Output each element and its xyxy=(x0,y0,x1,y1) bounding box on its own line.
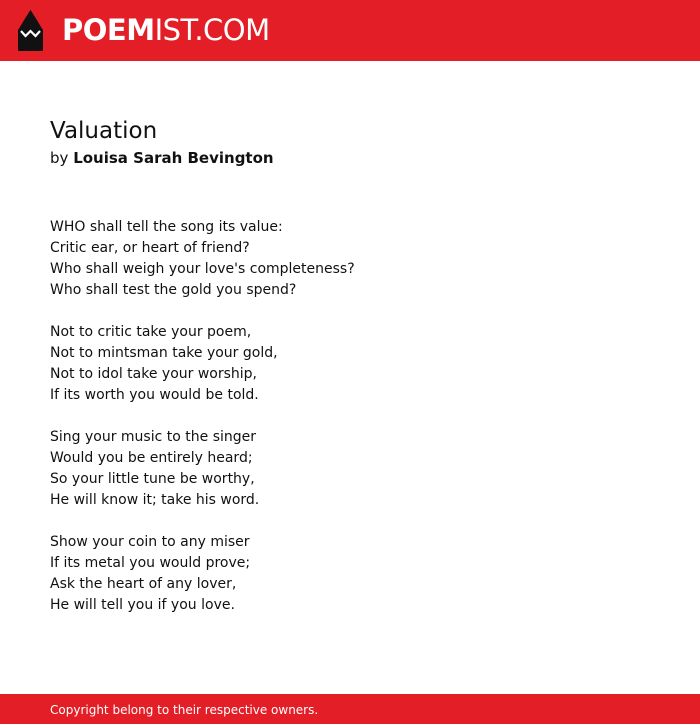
logo-text-bold: POEM xyxy=(62,13,155,47)
stanza xyxy=(50,322,650,406)
poem-author[interactable]: Louisa Sarah Bevington xyxy=(73,149,274,167)
copyright-text: Copyright belong to their respective owners. xyxy=(50,703,319,717)
poem-body xyxy=(50,217,650,616)
poem-line: So your little tune be worthy, xyxy=(50,471,255,487)
by-label: by xyxy=(50,149,69,167)
poem-line: Ask the heart of any lover, xyxy=(50,576,237,592)
poem-line: Show your coin to any miser xyxy=(50,534,250,550)
poem-byline xyxy=(50,146,650,170)
poem-line: If its metal you would prove; xyxy=(50,555,251,571)
poem-line: Not to idol take your worship, xyxy=(50,366,257,382)
poem-line: He will know it; take his word. xyxy=(50,492,260,508)
poem-line: WHO shall tell the song its value: xyxy=(50,219,283,235)
logo-text-light: IST.COM xyxy=(154,13,270,47)
poem-line: Who shall test the gold you spend? xyxy=(50,282,297,298)
poem-line: Would you be entirely heard; xyxy=(50,450,253,466)
poem-line: Not to critic take your poem, xyxy=(50,324,252,340)
stanza xyxy=(50,532,650,616)
poem-line: Not to mintsman take your gold, xyxy=(50,345,278,361)
site-logo[interactable] xyxy=(62,12,270,48)
pencil-icon[interactable] xyxy=(18,10,43,51)
poem-title: Valuation xyxy=(50,118,158,144)
poem-line: Who shall weigh your love's completeness? xyxy=(50,261,355,277)
poem-line: He will tell you if you love. xyxy=(50,597,235,613)
stanza xyxy=(50,427,650,511)
poem-line: Critic ear, or heart of friend? xyxy=(50,240,250,256)
poem-line: Sing your music to the singer xyxy=(50,429,257,445)
site-footer xyxy=(0,694,700,724)
poem-line: If its worth you would be told. xyxy=(50,387,259,403)
stanza xyxy=(50,217,650,301)
site-header xyxy=(0,0,700,61)
poem-content xyxy=(50,116,650,637)
